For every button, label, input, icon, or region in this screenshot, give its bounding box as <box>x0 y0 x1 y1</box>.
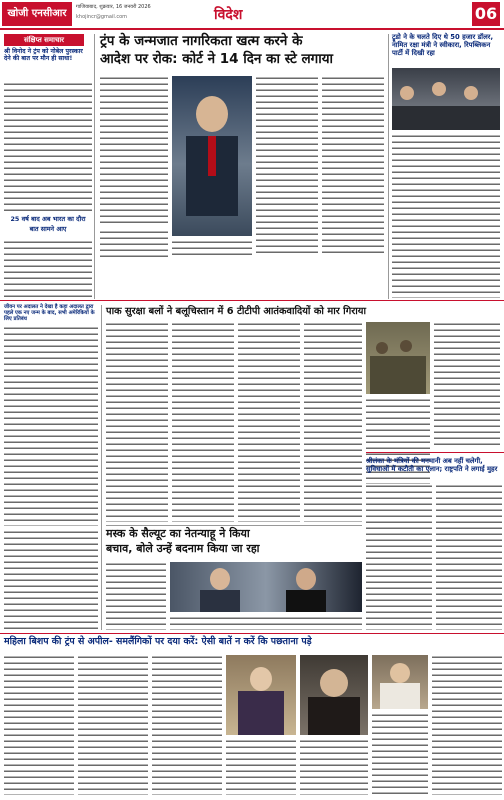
bishop-text-col-6 <box>372 713 428 795</box>
soldiers-photo <box>366 322 430 394</box>
srilanka-text-2 <box>436 484 502 630</box>
section-rule <box>0 300 504 301</box>
bishop-text-col-1 <box>4 655 74 795</box>
musk-headline-1: मस्क के सैल्यूट का नेतन्याहू ने किया <box>106 527 250 540</box>
bishop-text-col-2 <box>78 655 148 795</box>
bishop-headline: महिला बिशप की ट्रंप से अपील- समलैंगिकों पर दया करें: ऐसी बातें न करें कि पछताना पड़े <box>4 636 312 647</box>
main-text-col-1 <box>100 76 168 226</box>
brand-logo: खोजी एनसीआर <box>2 2 72 26</box>
brief-news-tag: संक्षिप्त समाचार <box>4 34 84 46</box>
church-photo <box>300 655 368 735</box>
bishop-photo <box>226 655 296 735</box>
main-text-col-2b <box>172 240 252 258</box>
musk-rule <box>106 525 362 526</box>
pak-text-col-4 <box>304 322 362 522</box>
musk-text-col-2 <box>170 616 362 630</box>
bishop-text-col-4 <box>226 739 296 795</box>
bishop-text-col-7 <box>432 655 502 795</box>
bishop-text-col-5 <box>300 739 368 795</box>
main-text-col-4 <box>322 76 384 256</box>
musk-headline-2: बचाव, बोले उन्हें बदनाम किया जा रहा <box>106 542 260 555</box>
column-divider-3 <box>101 305 102 630</box>
trump-photo <box>172 76 252 236</box>
netanyahu-musk-photo <box>170 562 362 612</box>
main-text-col-1b <box>100 230 168 258</box>
sidebar-subhead: 25 वर्ष बाद अब भारत का दौरा <box>10 215 86 223</box>
contact-email: khojincr@gmail.com <box>76 14 128 20</box>
sidebar-subhead-2: बात सामने आए <box>29 225 67 233</box>
srilanka-text-1 <box>366 484 432 630</box>
page-header <box>0 0 504 30</box>
pak-text-col-2 <box>172 322 234 522</box>
hearing-photo <box>392 68 500 130</box>
column-divider-2 <box>388 34 389 299</box>
right-headline: ट्रूडो ने के चलते दिए थे 50 हजार डॉलर, नामित रक्षा मंत्री ने स्वीकारा, रिपब्लिकन पार्टी में दिखी रहा <box>392 33 494 57</box>
right-text <box>392 134 500 298</box>
pak-headline: पाक सुरक्षा बलों ने बलूचिस्तान में 6 टीटीपी आतंकवादियों को मार गिराया <box>106 306 366 317</box>
main-headline-2: आदेश पर रोक: कोर्ट ने 14 दिन का स्टे लगाया <box>100 51 334 67</box>
sidebar-headline: श्री विनोद ने ट्रंप को नोबेल पुरस्कार देने की बात पर मौन ही साधा! <box>4 48 83 63</box>
sidebar-text <box>4 82 92 212</box>
pak-text-col-1 <box>106 322 168 522</box>
dateline: गाजियाबाद, शुक्रवार, 16 जनवरी 2026 <box>76 4 151 10</box>
mid-sidebar-text-2 <box>4 530 98 630</box>
main-text-col-3 <box>256 76 318 256</box>
pak-text-col-6 <box>434 322 500 446</box>
page-number: 06 <box>472 2 500 26</box>
main-headline-1: ट्रंप के जन्मजात नागरिकता खत्म करने के <box>100 33 303 49</box>
musk-text-col-1 <box>106 562 166 630</box>
bishop-text-col-3 <box>152 655 222 795</box>
mid-sidebar-headline: जीवन पर अदालत ने देखा है कहा अदालत द्वारा पहले एक नए जन्म के बाद, सभी अमेरिकियों के लिए प्रतिबंध <box>4 304 95 322</box>
mid-sidebar-text <box>4 326 98 526</box>
sidebar-text-2 <box>4 240 92 298</box>
pak-text-col-3 <box>238 322 300 522</box>
bottom-section-rule <box>0 633 504 634</box>
srilanka-rule <box>366 452 504 453</box>
column-divider <box>94 34 95 299</box>
srilanka-headline: श्रीलंका के मंत्रियों की मनमानी अब नहीं चलेगी, सुविधाओं में कटौती का एलान; राष्ट्रपति ने लगाई मुहर <box>366 457 498 473</box>
section-title: विदेश <box>214 7 243 23</box>
bishop-photo-2 <box>372 655 428 709</box>
